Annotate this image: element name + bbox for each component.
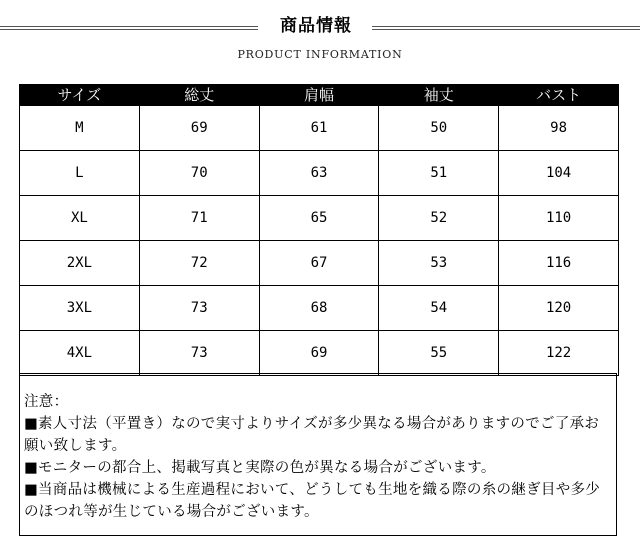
table-row — [20, 241, 619, 286]
table-cell: 52 — [379, 196, 499, 241]
table-cell: 67 — [259, 241, 379, 286]
table-row — [20, 106, 619, 151]
table-cell: M — [20, 106, 140, 151]
column-header-bust: バスト — [499, 85, 619, 106]
notes-box — [19, 373, 617, 536]
size-table — [19, 84, 619, 376]
table-cell: 122 — [499, 331, 619, 376]
table-row — [20, 196, 619, 241]
table-cell: 120 — [499, 286, 619, 331]
table-cell: 68 — [259, 286, 379, 331]
table-cell: 98 — [499, 106, 619, 151]
table-cell: 104 — [499, 151, 619, 196]
table-cell: 116 — [499, 241, 619, 286]
table-cell: 73 — [139, 286, 259, 331]
header-rule-left — [0, 26, 258, 30]
notes-heading: 注意： — [24, 394, 69, 410]
column-header-shoulder: 肩幅 — [259, 85, 379, 106]
table-cell: 70 — [139, 151, 259, 196]
table-row — [20, 151, 619, 196]
header-rule-right — [372, 26, 640, 30]
table-cell: XL — [20, 196, 140, 241]
column-header-sleeve: 袖丈 — [379, 85, 499, 106]
table-header-row — [20, 85, 619, 106]
column-header-size: サイズ — [20, 85, 140, 106]
table-cell: 50 — [379, 106, 499, 151]
table-cell: 53 — [379, 241, 499, 286]
table-cell: 72 — [139, 241, 259, 286]
table-cell: 65 — [259, 196, 379, 241]
header — [0, 14, 640, 38]
table-cell: 4XL — [20, 331, 140, 376]
table-cell: 3XL — [20, 286, 140, 331]
table-cell: 54 — [379, 286, 499, 331]
note-item: ■モニターの都合上、掲載写真と実際の色が異なる場合がございます。 — [24, 460, 496, 476]
note-item: ■当商品は機械による生産過程において、どうしても生地を織る際の糸の継ぎ目や多少のほつれ等が生じている場合がございます。 — [24, 482, 601, 520]
table-cell: 69 — [139, 106, 259, 151]
table-cell: 61 — [259, 106, 379, 151]
page-title: 商品情報 — [280, 16, 352, 36]
table-cell: 2XL — [20, 241, 140, 286]
table-cell: 63 — [259, 151, 379, 196]
table-cell: 110 — [499, 196, 619, 241]
table-cell: 69 — [259, 331, 379, 376]
table-cell: L — [20, 151, 140, 196]
table-cell: 55 — [379, 331, 499, 376]
page-subtitle: PRODUCT INFORMATION — [237, 48, 403, 61]
note-item: ■素人寸法（平置き）なので実寸よりサイズが多少異なる場合がありますのでご了承お願い致します。 — [24, 416, 600, 454]
table-cell: 73 — [139, 331, 259, 376]
table-cell: 51 — [379, 151, 499, 196]
table-row — [20, 286, 619, 331]
column-header-length: 総丈 — [139, 85, 259, 106]
table-row — [20, 331, 619, 376]
table-cell: 71 — [139, 196, 259, 241]
